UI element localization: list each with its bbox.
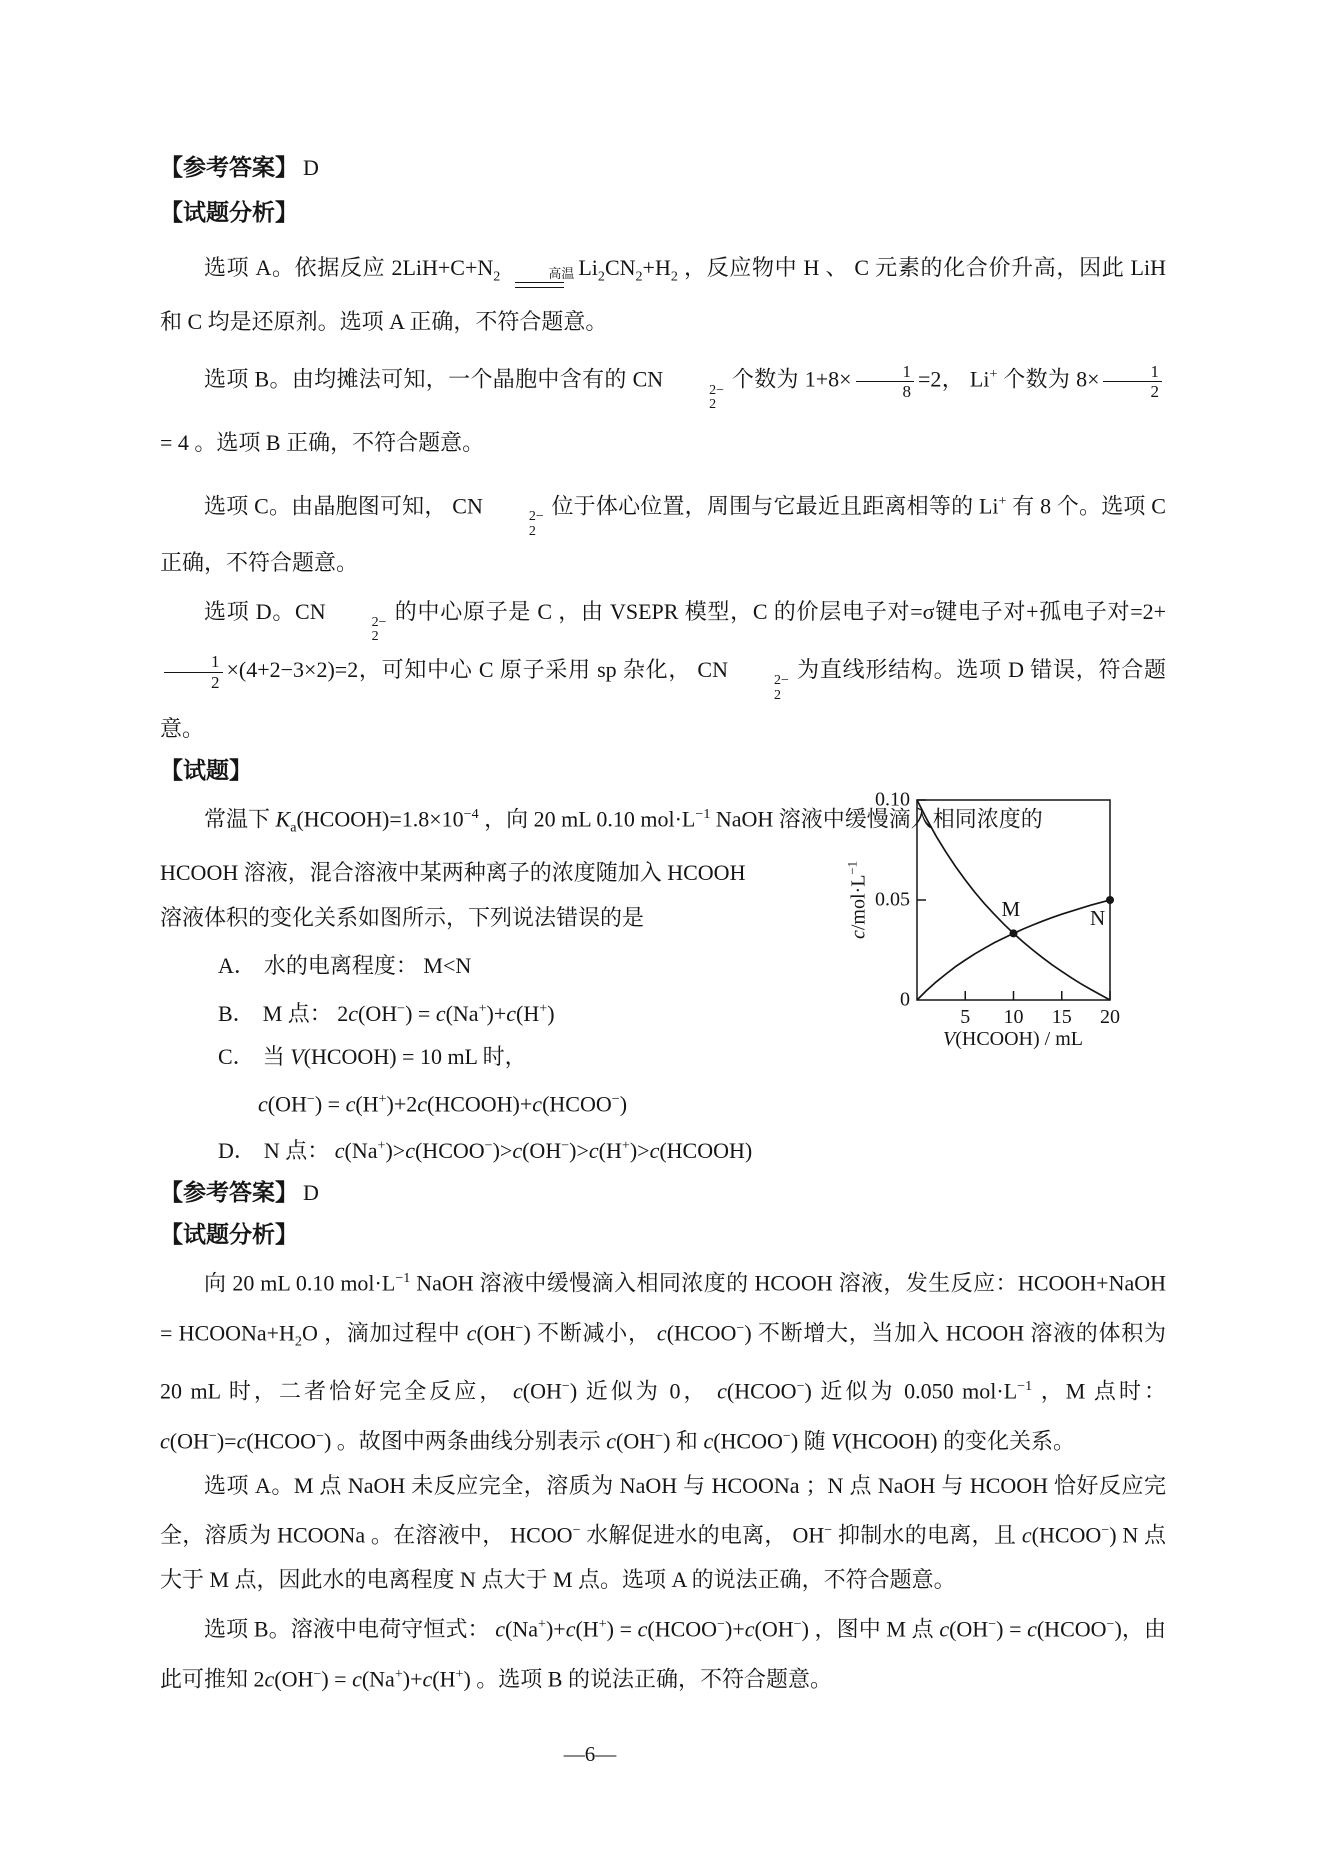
q18-answer-heading	[160, 1172, 1166, 1214]
option-key: B．	[218, 1000, 255, 1026]
point-m-dot	[1010, 929, 1018, 937]
q17-analysis-paragraph-d: 选项 D。CN 2− 2 的中心原子是 C ，由 VSEPR 模型，C 的价层电子对=σ键电子对+孤电子对=2+ $\frac{1}{2}$ ×(4+2−3×2)=2，可知中心 C 原子采用 sp 杂化， CN 2− 2 为直线形结构。选项 D 错误，符合题意。	[160, 598, 1167, 741]
option-text: 当 V(HCOOH) = 10 mL 时，	[262, 1043, 527, 1069]
option-text: N 点： c(Na+)>c(HCOO−)>c(OH−)>c(H+)>c(HCOOH)	[263, 1137, 753, 1164]
answer-value: D	[303, 155, 319, 180]
option-key: D．	[218, 1138, 256, 1164]
option-text: M 点： 2c(OH−) = c(Na+)+c(H+)	[262, 1000, 555, 1026]
page-number: —6—	[563, 1742, 617, 1766]
q18-question-heading: 【试题】	[160, 757, 252, 783]
option-d	[218, 1125, 1166, 1172]
answer-label: 【参考答案】	[160, 155, 298, 180]
point-label-M: M	[1001, 897, 1021, 922]
answer-label: 【参考答案】	[160, 1180, 298, 1206]
y-tick-label: 0.10	[875, 788, 910, 811]
q17-analysis-paragraph-a: 选项 A。依据反应 $2LiH+C+N_2$ 高温 $Li_2CN_2+H_2$ ，反应物中 H 、 C 元素的化合价升高，因此 LiH 和 C 均是还原剂。选项 A 正确，不符合题意。	[160, 255, 1166, 335]
q17-analysis-paragraph-b: 选项 B。由均摊法可知，一个晶胞中含有的 CN 2− 2 个数为 1+8× $\frac{1}{8}$ =2， Li+ 个数为 8× $\frac{1}{2}$ = 4 。选项 B 正确，不符合题意。	[160, 344, 1166, 473]
option-c-line2: c(OH−) = c(H+)+2c(HCOOH)+c(HCOO−)	[258, 1090, 628, 1116]
q18-analysis-paragraph-a: 选项 A。M 点 NaOH 未反应完全，溶质为 NaOH 与 HCOONa ；N 点 NaOH 与 HCOOH 恰好反应完全，溶质为 HCOONa 。在溶液中， HCOO− 水解促进水的电离， OH− 抑制水的电离，且 c(HCOO−) N 点大于 M 点，因此水的电离程度 N 点大于 M 点。选项 A 的说法正确，不符合题意。	[160, 1472, 1166, 1593]
x-axis-label: V(HCOOH) / mL	[943, 1028, 1083, 1050]
x-tick-label: 5	[960, 1006, 971, 1028]
q18-analysis-paragraph-b: 选项 B。溶液中电荷守恒式： c(Na+)+c(H+) = c(HCOO−)+c(OH−) ，图中 M 点 c(OH−) = c(HCOO−)，由此可推知 2c(OH−) = c(Na+)+c(H+) 。选项 B 的说法正确，不符合题意。	[160, 1616, 1167, 1691]
y-axis-label: $c/mol\cdot L^{-1}$	[845, 860, 870, 940]
question-line: 常温下 $K_a(HCOOH)=1.8\times 10^{-4}$ ，向 20 mL 0.10 $mol\cdot L^{-1}$ NaOH 溶液中缓慢滴入相同浓度的	[204, 805, 1043, 836]
q18-analysis-heading: 【试题分析】	[160, 1222, 298, 1248]
chart	[840, 780, 1125, 1080]
question-line: HCOOH 溶液，混合溶液中某两种离子的浓度随加入 HCOOH	[160, 860, 746, 886]
y-tick-label: 0	[900, 988, 910, 1011]
option-key: C．	[218, 1043, 255, 1069]
x-tick-label: 10	[1003, 1006, 1024, 1028]
q17-answer-heading	[160, 145, 1166, 190]
q17-analysis-heading: 【试题分析】	[160, 200, 298, 225]
option-text: 水的电离程度： M<N	[263, 953, 472, 979]
answer-value: D	[303, 1180, 319, 1206]
q18-analysis-paragraph-1: 向 20 mL 0.10 $mol\cdot L^{-1}$ NaOH 溶液中缓慢滴入相同浓度的 HCOOH 溶液，发生反应：HCOOH+NaOH = $HCOONa+H_2O$ ，滴加过程中 c(OH−) 不断减小， c(HCOO−) 不断增大，当加入 HCOOH 溶液的体积为 20 mL 时，二者恰好完全反应， c(OH−) 近似为 0， c(HCOO−) 近似为 0.050 $mol\cdot L^{-1}$ ，M 点时： c(OH−)=c(HCOO−) 。故图中两条曲线分别表示 c(OH−) 和 c(HCOO−) 随 V(HCOOH) 的变化关系。	[160, 1270, 1166, 1453]
x-tick-label: 15	[1051, 1006, 1072, 1028]
y-tick-label: 0.05	[875, 888, 910, 911]
x-tick-label: 20	[1100, 1006, 1120, 1028]
q17-analysis-paragraph-c: 选项 C。由晶胞图可知， CN 2− 2 位于体心位置，周围与它最近且距离相等的 Li+ 有 8 个。选项 C 正确，不符合题意。	[160, 493, 1166, 575]
question-line: 溶液体积的变化关系如图所示，下列说法错误的是	[160, 905, 645, 931]
point-label-N: N	[1090, 906, 1106, 930]
option-key: A．	[218, 953, 256, 979]
point-n-dot	[1106, 896, 1114, 904]
